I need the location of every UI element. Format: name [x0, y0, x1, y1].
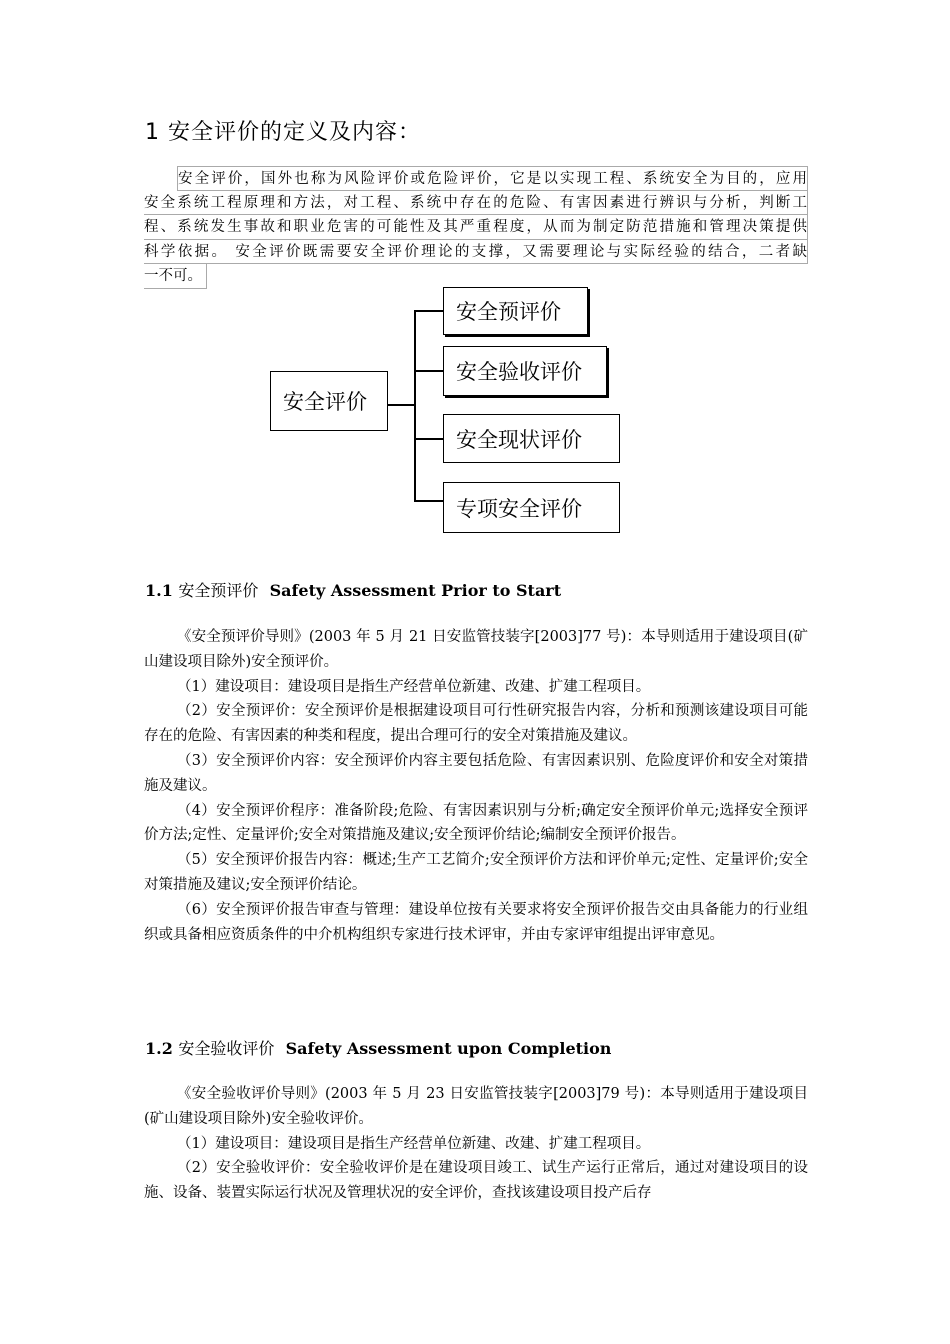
intro-line: 程、系统发生事故和职业危害的可能性及其严重程度，从而为制定防范措施和管理决策提供 [144, 215, 808, 240]
paragraph: （2）安全预评价：安全预评价是根据建设项目可行性研究报告内容，分析和预测该建设项目可能存在的危险、有害因素的种类和程度，提出合理可行的安全对策措施及建议。 [144, 703, 808, 745]
intro-line: 一不可。 [144, 264, 207, 289]
section-1-1-body [144, 625, 808, 947]
intro-line: 科学依据。 安全评价既需要安全评价理论的支撑，又需要理论与实际经验的结合，二者缺 [144, 240, 808, 265]
paragraph: 《安全预评价导则》(2003 年 5 月 21 日安监管技装字[2003]77 号)：本导则适用于建设项目(矿山建设项目除外)安全预评价。 [144, 629, 808, 670]
connector-child-3 [414, 438, 444, 440]
section-heading-1-1 [145, 580, 561, 602]
connector-child-2 [414, 370, 444, 372]
diagram-child-box: 安全预评价 [443, 287, 588, 335]
intro-line: 安全评价，国外也称为风险评价或危险评价，它是以实现工程、系统安全为目的，应用 [177, 166, 808, 191]
intro-paragraph [144, 166, 808, 289]
section-1-2-body [144, 1082, 808, 1206]
paragraph: （3）安全预评价内容：安全预评价内容主要包括危险、有害因素识别、危险度评价和安全对策措施及建议。 [144, 752, 808, 794]
paragraph: （5）安全预评价报告内容：概述;生产工艺简介;安全预评价方法和评价单元;定性、定量评价;安全对策措施及建议;安全预评价结论。 [144, 852, 808, 893]
connector-child-1 [414, 310, 444, 312]
paragraph: （1）建设项目：建设项目是指生产经营单位新建、改建、扩建工程项目。 [177, 678, 651, 695]
section-title-cn: 安全验收评价 [178, 1039, 275, 1058]
diagram-child-box: 安全验收评价 [443, 346, 607, 396]
section-title-cn: 安全预评价 [178, 581, 259, 600]
connector-root [387, 404, 415, 406]
section-heading-1-2 [145, 1038, 611, 1060]
paragraph: 《安全验收评价导则》(2003 年 5 月 23 日安监管技装字[2003]79 号)：本导则适用于建设项目(矿山建设项目除外)安全验收评价。 [144, 1086, 808, 1127]
section-title-en: Safety Assessment upon Completion [285, 1039, 612, 1058]
paragraph: （4）安全预评价程序：准备阶段;危险、有害因素识别与分析;确定安全预评价单元;选择安全预评价方法;定性、定量评价;安全对策措施及建议;安全预评价结论;编制安全预评价报告。 [144, 802, 808, 844]
paragraph: （2）安全验收评价：安全验收评价是在建设项目竣工、试生产运行正常后，通过对建设项目的设施、设备、装置实际运行状况及管理状况的安全评价，查找该建设项目投产后存 [144, 1160, 808, 1202]
paragraph: （6）安全预评价报告审查与管理：建设单位按有关要求将安全预评价报告交由具备能力的行业组织或具备相应资质条件的中介机构组织专家进行技术评审，并由专家评审组提出评审意见。 [144, 901, 808, 943]
section-number: 1.1 [145, 581, 173, 600]
paragraph: （1）建设项目：建设项目是指生产经营单位新建、改建、扩建工程项目。 [177, 1135, 651, 1152]
intro-line: 安全系统工程原理和方法，对工程、系统中存在的危险、有害因素进行辨识与分析，判断工 [144, 191, 808, 216]
connector-child-4 [414, 500, 444, 502]
diagram-child-box: 专项安全评价 [443, 482, 620, 533]
diagram-child-box: 安全现状评价 [443, 414, 620, 463]
page-heading: 1 安全评价的定义及内容： [145, 120, 421, 145]
section-number: 1.2 [145, 1039, 173, 1058]
section-title-en: Safety Assessment Prior to Start [269, 581, 562, 600]
diagram-root-box: 安全评价 [270, 371, 388, 431]
connector-trunk [414, 310, 416, 501]
